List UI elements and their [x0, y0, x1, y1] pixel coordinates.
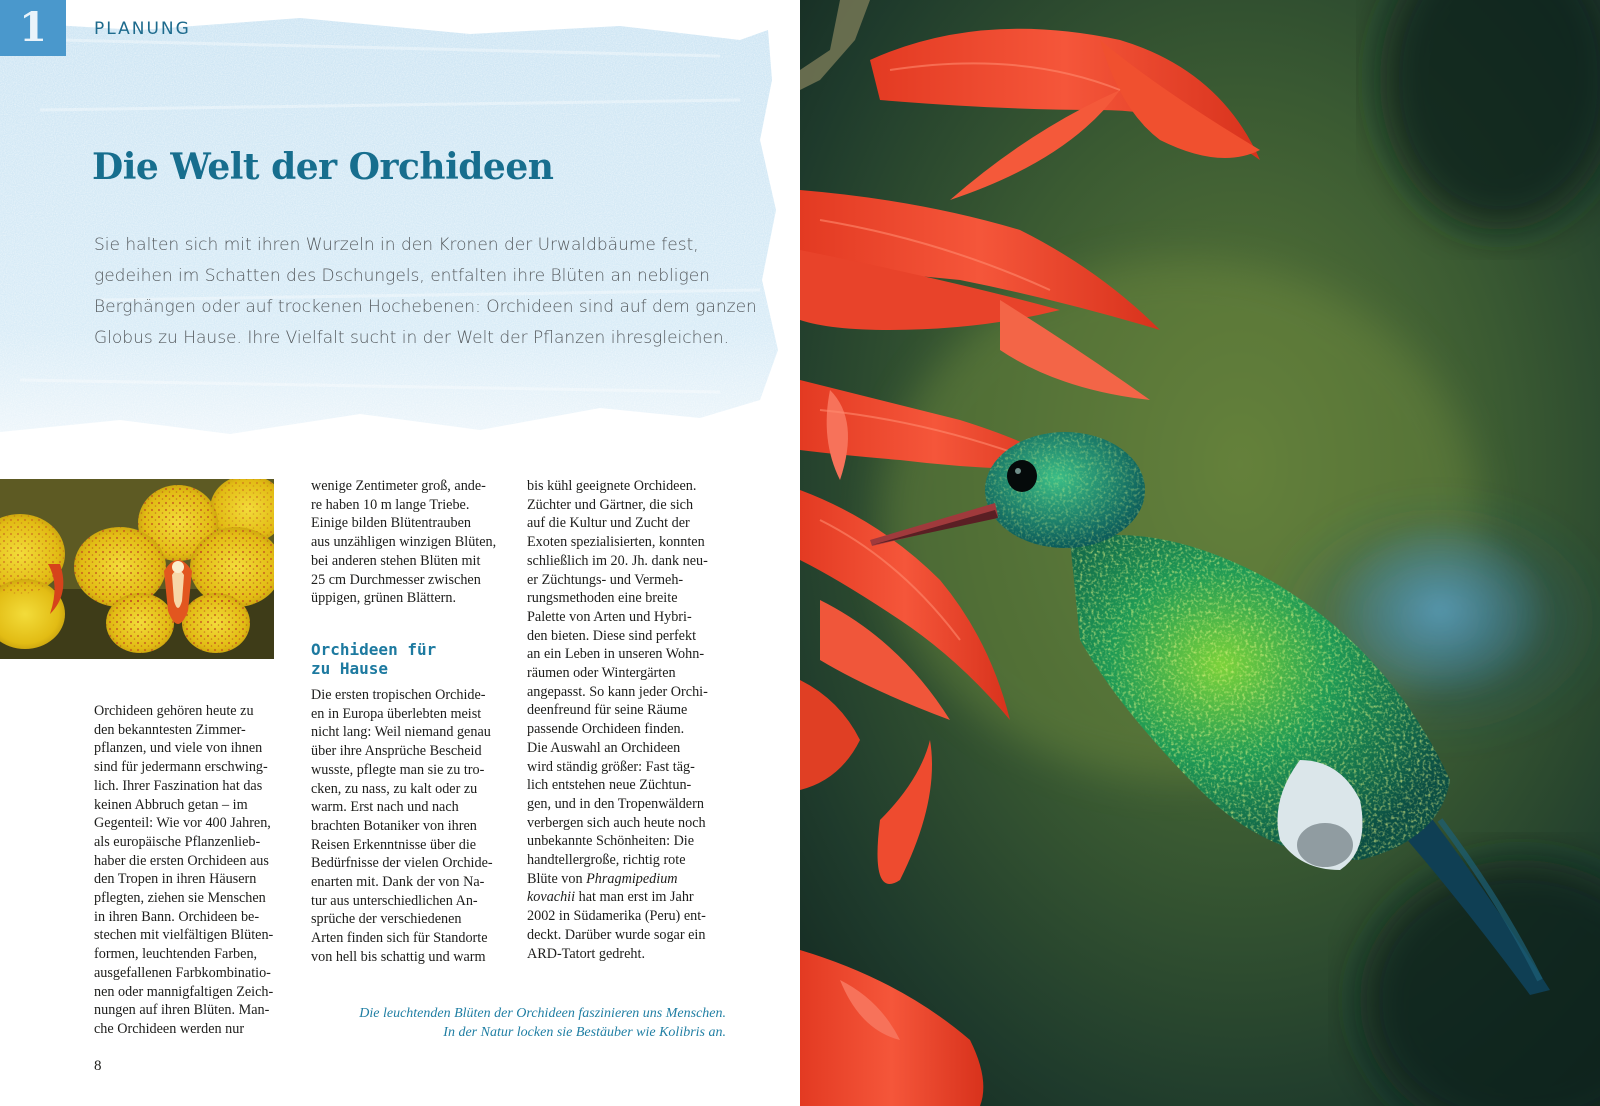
species-line: [527, 870, 727, 889]
text-line: auf die Kultur und Zucht der: [527, 515, 690, 532]
text-line: pflanzen, und viele von ihnen: [94, 740, 263, 757]
text-line: lich entstehen neue Züchtun-: [527, 777, 692, 794]
text-line: ausgefallenen Farbkombinatio-: [94, 964, 271, 981]
chapter-number-box: [0, 0, 66, 56]
hummingbird-photo: [800, 0, 1600, 1106]
text-line: bis kühl geeignete Orchideen.: [527, 478, 697, 494]
text-line: gen, und in den Tropenwäldern: [527, 795, 704, 812]
orchid-photo: [0, 479, 274, 659]
text-line: Palette von Arten und Hybri-: [527, 608, 692, 625]
intro-line: Berghängen oder auf trockenen Hochebenen: Orchideen sind auf dem ganzen: [94, 297, 757, 317]
text-line: in ihren Bann. Orchideen be-: [94, 908, 260, 925]
text-line: über ihre Ansprüche Bescheid: [311, 743, 482, 760]
subheading-line: Orchideen für: [311, 640, 437, 659]
body-column-1: [94, 702, 286, 1039]
text-line: brachten Botaniker von ihren: [311, 817, 477, 834]
text-line: ARD-Tatort gedreht.: [527, 945, 645, 962]
text-line: verbergen sich auch heute noch: [527, 814, 706, 831]
text-line: passende Orchideen finden.: [527, 721, 685, 738]
text-line: aus unzähligen winzigen Blüten,: [311, 534, 497, 551]
text-line: er Züchtungs- und Vermeh-: [527, 571, 684, 588]
text-line: pflegten, ziehen sie Menschen: [94, 890, 266, 907]
text-line: lich. Ihrer Faszination hat das: [94, 777, 263, 794]
brush-stroke-background: [0, 0, 800, 440]
text-line: che Orchideen werden nur: [94, 1020, 245, 1037]
chapter-label: PLANUNG: [94, 19, 191, 39]
text-line: von hell bis schattig und warm: [311, 948, 486, 965]
text-line: deenfreund für seine Räume: [527, 702, 688, 719]
text-line: angepasst. So kann jeder Orchi-: [527, 683, 708, 700]
hummingbird-photo-illustration: [800, 0, 1600, 1106]
text-line: sprüche der verschiedenen: [311, 911, 462, 928]
text-line: re haben 10 m lange Triebe.: [311, 496, 470, 513]
species-trailing-text: hat man erst im Jahr: [575, 889, 694, 906]
text-line: wenige Zentimeter groß, ande-: [311, 478, 486, 494]
intro-line: gedeihen im Schatten des Dschungels, entfalten ihre Blüten an nebligen: [94, 266, 710, 286]
text-line: Blüte von: [527, 870, 583, 887]
section-subheading: [311, 640, 436, 678]
body-column-2-continued: [311, 686, 507, 967]
text-line: haber die ersten Orchideen aus: [94, 852, 269, 869]
subheading-line: zu Hause: [311, 659, 389, 678]
text-line: wird ständig größer: Fast täg-: [527, 758, 695, 775]
text-line: Einige bilden Blütentrauben: [311, 515, 471, 532]
text-line: räumen oder Wintergärten: [527, 665, 676, 682]
text-line: den bekanntesten Zimmer-: [94, 721, 246, 738]
text-line: Bedürfnisse der vielen Orchide-: [311, 855, 493, 872]
species-line-2: [527, 888, 727, 907]
text-line: Die Auswahl an Orchideen: [527, 739, 681, 756]
text-line: Exoten spezialisierten, konnten: [527, 534, 705, 551]
text-line: üppigen, grünen Blättern.: [311, 590, 456, 607]
page-title: Die Welt der Orchideen: [92, 146, 554, 188]
text-line: Die ersten tropischen Orchide-: [311, 687, 486, 703]
text-line: enarten mit. Dank der von Na-: [311, 874, 485, 891]
text-line: nungen auf ihren Blüten. Man-: [94, 1002, 270, 1019]
text-line: Gegenteil: Wie vor 400 Jahren,: [94, 815, 271, 832]
text-line: sind für jedermann erschwing-: [94, 759, 268, 776]
text-line: den bieten. Diese sind perfekt: [527, 627, 697, 644]
text-line: bei anderen stehen Blüten mit: [311, 552, 481, 569]
text-line: cken, zu nass, zu kalt oder zu: [311, 780, 478, 797]
text-line: formen, leuchtenden Farben,: [94, 946, 258, 963]
text-line: nen oder mannigfaltigen Zeich-: [94, 983, 274, 1000]
orchid-photo-illustration: [0, 479, 274, 659]
text-line: keinen Abbruch getan – im: [94, 796, 248, 813]
text-line: warm. Erst nach und nach: [311, 799, 459, 816]
text-line: rungsmethoden eine breite: [527, 590, 678, 607]
text-line: wusste, pflegte man sie zu tro-: [311, 761, 485, 778]
text-line: Arten finden sich für Standorte: [311, 930, 488, 947]
text-line: an ein Leben in unseren Wohn-: [527, 646, 705, 663]
text-line: Reisen Erkenntnisse über die: [311, 836, 477, 853]
page-number: 8: [94, 1058, 102, 1074]
text-line: en in Europa überlebten meist: [311, 705, 482, 722]
body-column-2: [311, 477, 507, 608]
text-line: 25 cm Durchmesser zwischen: [311, 571, 481, 588]
text-line: stechen mit vielfältigen Blüten-: [94, 927, 274, 944]
text-line: schließlich im 20. Jh. dank neu-: [527, 552, 708, 569]
photo-caption: [300, 1004, 726, 1042]
text-line: als europäische Pflanzenlieb-: [94, 833, 261, 850]
species-epithet: kovachii: [527, 889, 576, 906]
body-column-3-part-b: [527, 907, 727, 963]
text-line: tur aus unterschiedlichen An-: [311, 892, 478, 909]
intro-line: Sie halten sich mit ihren Wurzeln in den Kronen der Urwaldbäume fest,: [94, 235, 699, 255]
body-column-3: [527, 477, 727, 963]
intro-paragraph: [94, 230, 757, 354]
text-line: unbekannte Schönheiten: Die: [527, 833, 695, 850]
text-line: Orchideen gehören heute zu: [94, 703, 254, 719]
caption-line: Die leuchtenden Blüten der Orchideen faszinieren uns Menschen.: [359, 1006, 726, 1021]
text-line: 2002 in Südamerika (Peru) ent-: [527, 908, 706, 925]
text-line: handtellergroße, richtig rote: [527, 852, 686, 869]
text-line: nicht lang: Weil niemand genau: [311, 724, 491, 741]
chapter-number: 1: [19, 4, 47, 51]
species-genus: Phragmipedium: [586, 870, 678, 887]
caption-line: In der Natur locken sie Bestäuber wie Kolibris an.: [443, 1025, 726, 1040]
text-line: deckt. Darüber wurde sogar ein: [527, 926, 706, 943]
intro-line: Globus zu Hause. Ihre Vielfalt sucht in der Welt der Pflanzen ihresgleichen.: [94, 328, 730, 348]
text-line: den Tropen in ihren Häusern: [94, 871, 257, 888]
text-line: Züchter und Gärtner, die sich: [527, 496, 694, 513]
body-column-3-part-a: [527, 477, 727, 870]
